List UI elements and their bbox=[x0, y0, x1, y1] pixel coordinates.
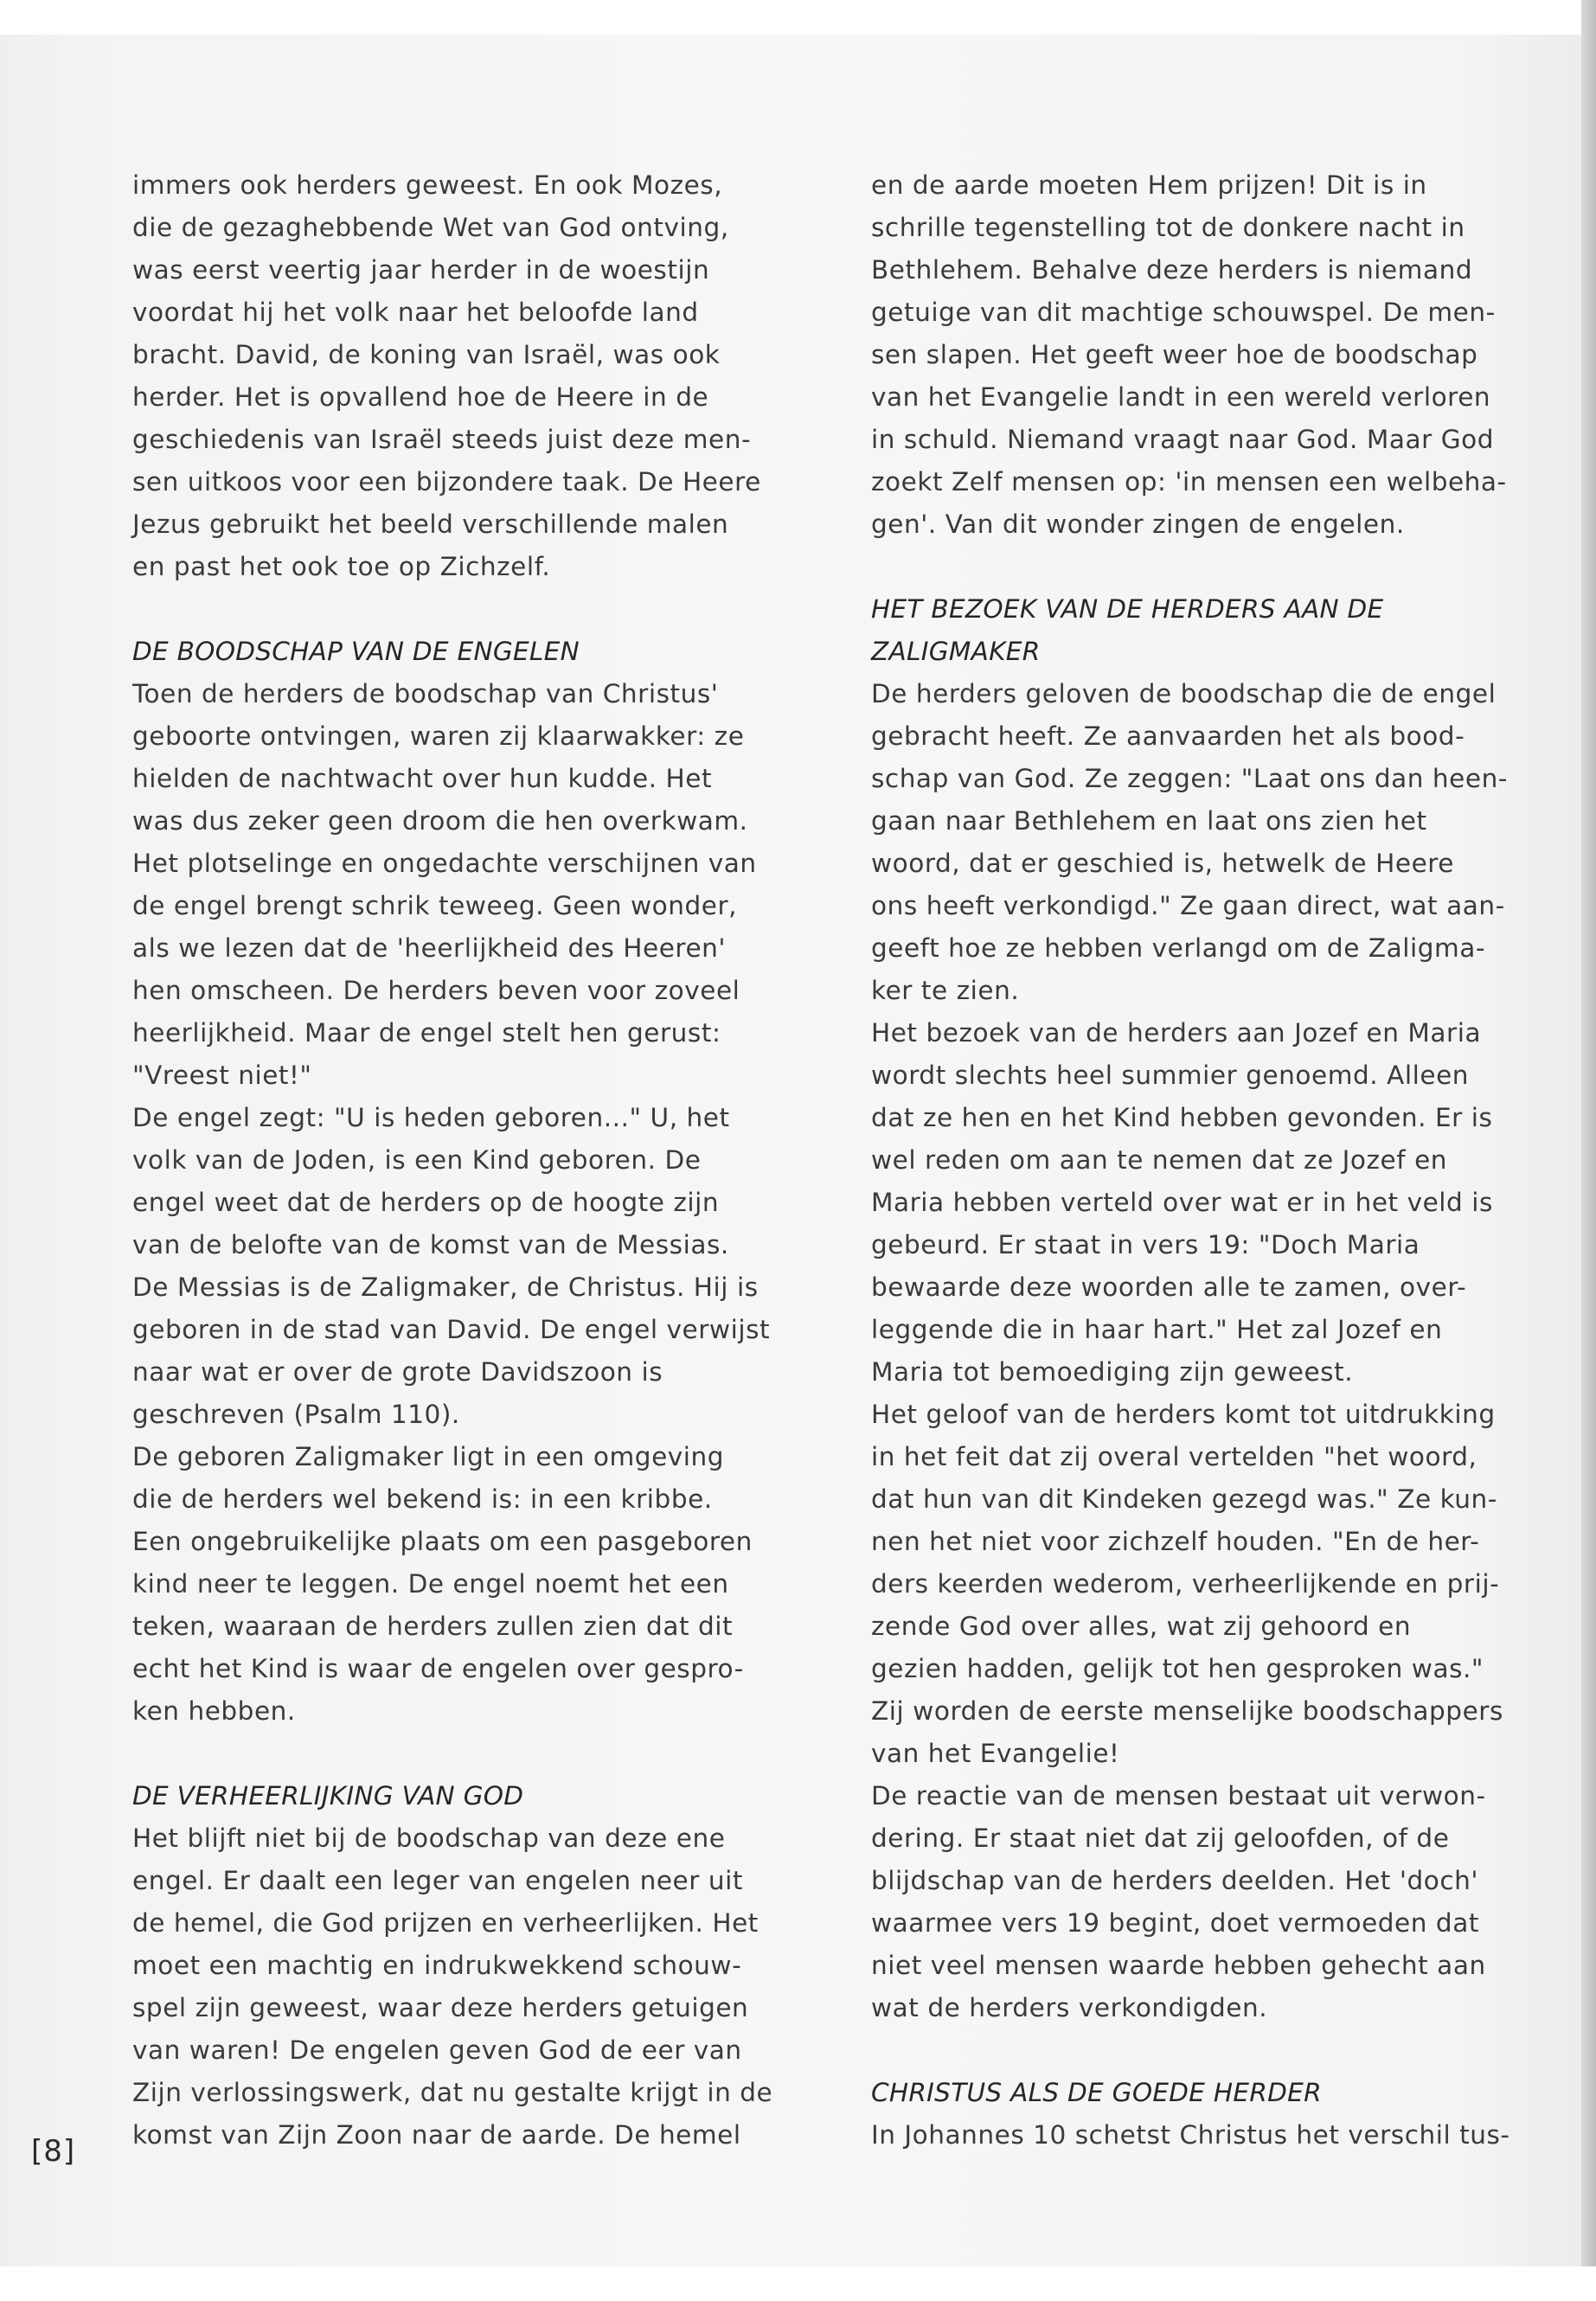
right-column bbox=[871, 164, 1554, 2157]
left-intro-paragraph: immers ook herders geweest. En ook Mozes, die de gezaghebbende Wet van God ontving, was eerst veertig jaar herder in de woestijn voordat hij het volk naar het beloofde land bracht. David, de koning van Israël, was ook herder. Het is opvallend hoe de Heere in de geschiedenis van Israël steeds juist deze men- sen uitkoos voor een bijzondere taak. De Heere Jezus gebruikt het beeld verschillende malen en past het ook toe op Zichzelf. bbox=[132, 170, 761, 581]
scan-page-edge bbox=[1581, 0, 1596, 2301]
right-intro-paragraph: en de aarde moeten Hem prijzen! Dit is in schrille tegenstelling tot de donkere nacht in Bethlehem. Behalve deze herders is niemand getuige van dit machtige schouwspel. De men- sen slapen. Het geeft weer hoe de boodschap van het Evangelie landt in een wereld verloren in schuld. Niemand vraagt naar God. Maar God zoekt Zelf mensen op: 'in mensen een welbeha- gen'. Van dit wonder zingen de engelen. bbox=[871, 170, 1507, 539]
paragraph: In Johannes 10 schetst Christus het verschil tus- bbox=[871, 2120, 1510, 2150]
heading-verheerlijking-god: DE VERHEERLIJKING VAN GOD bbox=[132, 1781, 524, 1811]
left-column bbox=[132, 164, 816, 2157]
paragraph: De herders geloven de boodschap die de engel gebracht heeft. Ze aanvaarden het als bood- schap van God. Ze zeggen: "Laat ons dan heen- gaan naar Bethlehem en laat ons zien het woord, dat er geschied is, hetwelk de Heere ons heeft verkondigd." Ze gaan direct, wat aan- geeft hoe ze hebben verlangd om de Zaligma- ker te zien. bbox=[871, 679, 1509, 1005]
page-number: [8] bbox=[31, 2134, 76, 2169]
scan-bottom-margin bbox=[0, 2266, 1596, 2301]
heading-boodschap-engelen: DE BOODSCHAP VAN DE ENGELEN bbox=[132, 637, 580, 666]
paragraph: Toen de herders de boodschap van Christus' geboorte ontvingen, waren zij klaarwakker: ze hielden de nachtwacht over hun kudde. Het was dus zeker geen droom die hen overkwam. Het plotselinge en ongedachte verschijnen van de engel brengt schrik teweeg. Geen wonder, als we lezen dat de 'heerlijkheid des Heeren' hen omscheen. De herders beven voor zoveel heerlijkheid. Maar de engel stelt hen gerust: "Vreest niet!" bbox=[132, 679, 757, 1090]
heading-bezoek-herders: HET BEZOEK VAN DE HERDERS AAN DE ZALIGMAKER bbox=[871, 594, 1384, 666]
paragraph: De geboren Zaligmaker ligt in een omgeving die de herders wel bekend is: in een kribbe. Een ongebruikelijke plaats om een pasgeboren kind neer te leggen. De engel noemt het een teken, waaraan de herders zullen zien dat dit echt het Kind is waar de engelen over gespro- ken hebben. bbox=[132, 1442, 753, 1726]
paragraph: Het geloof van de herders komt tot uitdrukking in het feit dat zij overal vertelden "het woord, dat hun van dit Kindeken gezegd was." Ze kun- nen het niet voor zichzelf houden. "En de her- ders keerden wederom, verheerlijkende en prij- zende God over alles, wat zij gehoord en gezien hadden, gelijk tot hen gesproken was." Zij worden de eerste menselijke boodschappers van het Evangelie! bbox=[871, 1400, 1503, 1768]
paragraph: De engel zegt: "U is heden geboren..." U, het volk van de Joden, is een Kind geboren. De engel weet dat de herders op de hoogte zijn van de belofte van de komst van de Messias. De Messias is de Zaligmaker, de Christus. Hij is geboren in de stad van David. De engel verwijst naar wat er over de grote Davidszoon is geschreven (Psalm 110). bbox=[132, 1103, 771, 1429]
paragraph: Het blijft niet bij de boodschap van deze ene engel. Er daalt een leger van engelen neer uit de hemel, die God prijzen en verheerlijken. Het moet een machtig en indrukwekkend schouw- spel zijn geweest, waar deze herders getuigen van waren! De engelen geven God de eer van Zijn verlossingswerk, dat nu gestalte krijgt in de komst van Zijn Zoon naar de aarde. De hemel bbox=[132, 1823, 773, 2150]
paragraph: Het bezoek van de herders aan Jozef en Maria wordt slechts heel summier genoemd. Alleen dat ze hen en het Kind hebben gevonden. Er is wel reden om aan te nemen dat ze Jozef en Maria hebben verteld over wat er in het veld is gebeurd. Er staat in vers 19: "Doch Maria bewaarde deze woorden alle te zamen, over- leggende die in haar hart." Het zal Jozef en Maria tot bemoediging zijn geweest. bbox=[871, 1018, 1493, 1387]
magazine-page bbox=[0, 35, 1581, 2266]
heading-goede-herder: CHRISTUS ALS DE GOEDE HERDER bbox=[871, 2078, 1322, 2107]
scan-top-margin bbox=[0, 0, 1596, 35]
paragraph: De reactie van de mensen bestaat uit verwon- dering. Er staat niet dat zij geloofden, of de blijdschap van de herders deelden. Het 'doch' waarmee vers 19 begint, doet vermoeden dat niet veel mensen waarde hebben gehecht aan wat de herders verkondigden. bbox=[871, 1781, 1486, 2022]
